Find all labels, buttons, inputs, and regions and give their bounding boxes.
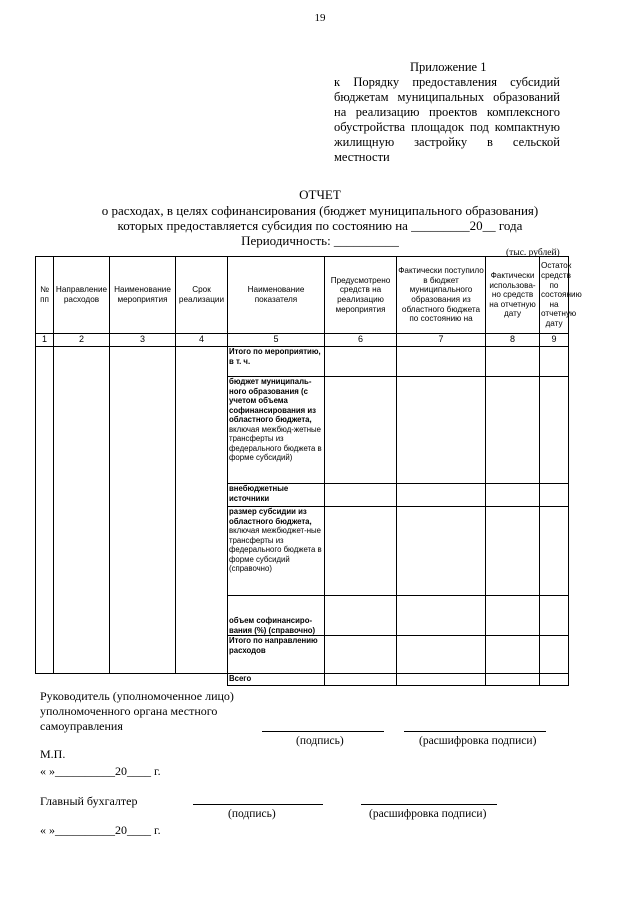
table-cell bbox=[325, 636, 397, 674]
header-cell: Фактически использова-но средств на отчетную дату bbox=[486, 257, 540, 334]
accountant-decoding-line bbox=[361, 804, 497, 805]
table-cell bbox=[397, 674, 486, 686]
header-cell: Направление расходов bbox=[54, 257, 110, 334]
signature-caption: (подпись) bbox=[296, 735, 344, 747]
indicator-grand-total: Всего bbox=[228, 674, 325, 686]
head-label bbox=[40, 689, 234, 734]
table-row bbox=[36, 674, 569, 686]
table-cell bbox=[397, 596, 486, 636]
column-number: 5 bbox=[228, 334, 325, 347]
table-cell bbox=[540, 674, 569, 686]
table-cell bbox=[486, 507, 540, 596]
column-number: 6 bbox=[325, 334, 397, 347]
table-cell bbox=[325, 484, 397, 507]
header-cell: Наименование мероприятия bbox=[110, 257, 176, 334]
decoding-caption: (расшифровка подписи) bbox=[419, 735, 537, 747]
table-cell bbox=[486, 596, 540, 636]
decoding-caption: (расшифровка подписи) bbox=[369, 808, 487, 820]
table-cell bbox=[325, 347, 397, 377]
accountant-signature-line bbox=[193, 804, 323, 805]
appendix-line: местности bbox=[334, 150, 390, 164]
indicator-subsidy: размер субсидии из областного бюджета, включая межбюджет-ные трансферты из федерального бюджета в форме субсидий (справочно) bbox=[228, 507, 325, 596]
table-cell bbox=[325, 507, 397, 596]
report-table bbox=[35, 256, 582, 686]
units-label: (тыс. рублей) bbox=[506, 248, 560, 258]
header-cell: № пп bbox=[36, 257, 54, 334]
table-cell bbox=[176, 347, 228, 674]
table-cell bbox=[36, 347, 54, 674]
appendix-line: обустройства площадок под компактную bbox=[334, 120, 560, 134]
table-cell bbox=[486, 674, 540, 686]
column-number: 3 bbox=[110, 334, 176, 347]
header-cell: Фактически поступило в бюджет муниципального образования из областного бюджета по состоянию на bbox=[397, 257, 486, 334]
header-cell: Срок реализации bbox=[176, 257, 228, 334]
table-cell bbox=[54, 347, 110, 674]
indicator-municipal-budget: бюджет муниципаль-ного образования (с учетом объема софинансирования из областного бюджета, включая межбюд-жетные трансферты из федерального бюджета в форме субсидий) bbox=[228, 377, 325, 484]
head-label-line: Руководитель (уполномоченное лицо) bbox=[40, 689, 234, 703]
column-number: 9 bbox=[540, 334, 569, 347]
column-number-row bbox=[36, 334, 569, 347]
table-cell bbox=[397, 507, 486, 596]
table-cell bbox=[486, 636, 540, 674]
table-header-row bbox=[36, 257, 569, 334]
table-cell bbox=[110, 347, 176, 674]
head-decoding-line bbox=[404, 731, 546, 732]
indicator-cofinancing: объем софинансиро-вания (%) (справочно) bbox=[228, 596, 325, 636]
table-cell bbox=[540, 347, 569, 377]
appendix-line: на реализацию проектов комплексного bbox=[334, 105, 560, 119]
table-cell bbox=[486, 377, 540, 484]
appendix-title: Приложение 1 bbox=[410, 60, 487, 74]
table-cell bbox=[540, 596, 569, 636]
column-number: 4 bbox=[176, 334, 228, 347]
head-signature-line bbox=[262, 731, 384, 732]
table-cell bbox=[397, 347, 486, 377]
table-cell bbox=[325, 596, 397, 636]
appendix-line: бюджетам муниципальных образований bbox=[334, 90, 560, 104]
table-cell bbox=[540, 377, 569, 484]
appendix-line: жилищную застройку в сельской bbox=[334, 135, 560, 149]
date-line: « »__________20____ г. bbox=[40, 823, 161, 837]
head-label-line: уполномоченного органа местного bbox=[40, 704, 218, 718]
signature-caption: (подпись) bbox=[228, 808, 276, 820]
periodicity: Периодичность: __________ bbox=[241, 233, 399, 248]
column-number: 8 bbox=[486, 334, 540, 347]
indicator-extrabudgetary: внебюджетные источники bbox=[228, 484, 325, 507]
report-title: ОТЧЕТ bbox=[299, 187, 341, 202]
indicator-total-direction: Итого по направлению расходов bbox=[228, 636, 325, 674]
table-cell bbox=[486, 347, 540, 377]
appendix-line: к Порядку предоставления субсидий bbox=[334, 75, 560, 89]
page-number: 19 bbox=[314, 12, 326, 24]
table-cell bbox=[540, 507, 569, 596]
date-line: « »__________20____ г. bbox=[40, 764, 161, 778]
report-subtitle: о расходах, в целях софинансирования (бюджет муниципального образования) bbox=[101, 203, 539, 218]
table-cell bbox=[397, 484, 486, 507]
header-cell: Остаток средств по состоянию на отчетную дату bbox=[540, 257, 569, 334]
header-cell: Наименование показателя bbox=[228, 257, 325, 334]
column-number: 7 bbox=[397, 334, 486, 347]
table-cell bbox=[397, 636, 486, 674]
stamp-label: М.П. bbox=[40, 747, 66, 761]
table-cell bbox=[397, 377, 486, 484]
table-cell bbox=[540, 636, 569, 674]
table-cell bbox=[486, 484, 540, 507]
table-cell bbox=[36, 674, 228, 686]
column-number: 2 bbox=[54, 334, 110, 347]
report-subtitle: которых предоставляется субсидия по состоянию на _________20__ года bbox=[117, 218, 523, 233]
table-cell bbox=[325, 674, 397, 686]
indicator-total-event: Итого по мероприятию, в т. ч. bbox=[228, 347, 325, 377]
accountant-label: Главный бухгалтер bbox=[40, 794, 138, 808]
head-label-line: самоуправления bbox=[40, 719, 123, 733]
column-number: 1 bbox=[36, 334, 54, 347]
table-cell bbox=[325, 377, 397, 484]
header-cell: Предусмотрено средств на реализацию мероприятия bbox=[325, 257, 397, 334]
table-cell bbox=[540, 484, 569, 507]
table-row bbox=[36, 347, 569, 377]
appendix-text bbox=[334, 75, 560, 165]
